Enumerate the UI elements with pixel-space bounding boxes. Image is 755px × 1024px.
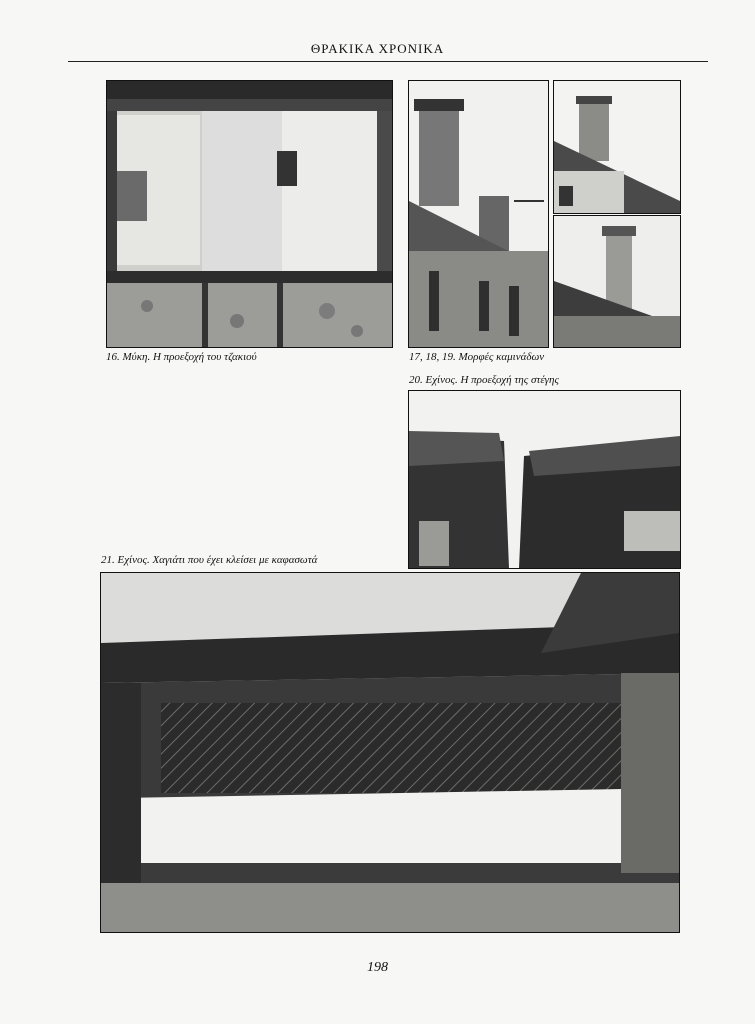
photo-19-chimney xyxy=(553,215,681,348)
page-number: 198 xyxy=(367,960,388,975)
running-header: ΘΡΑΚΙΚΑ ΧΡΟΝΙΚΑ xyxy=(310,41,445,56)
caption-20: 20. Εχίνος. Η προεξοχή της στέγης xyxy=(409,374,559,386)
photo-20-roof-eave xyxy=(408,390,681,569)
photo-16-chimney-breast xyxy=(106,80,393,348)
photo-21-lattice-balcony xyxy=(100,572,680,933)
photo-17-chimneys xyxy=(408,80,549,348)
photo-18-chimney xyxy=(553,80,681,214)
caption-16: 16. Μύκη. Η προεξοχή του τζακιού xyxy=(106,351,257,363)
caption-17-19: 17, 18, 19. Μορφές καμινάδων xyxy=(409,351,545,363)
header-rule xyxy=(68,61,708,62)
caption-21: 21. Εχίνος. Χαγιάτι που έχει κλείσει με καφασωτά xyxy=(101,554,318,566)
